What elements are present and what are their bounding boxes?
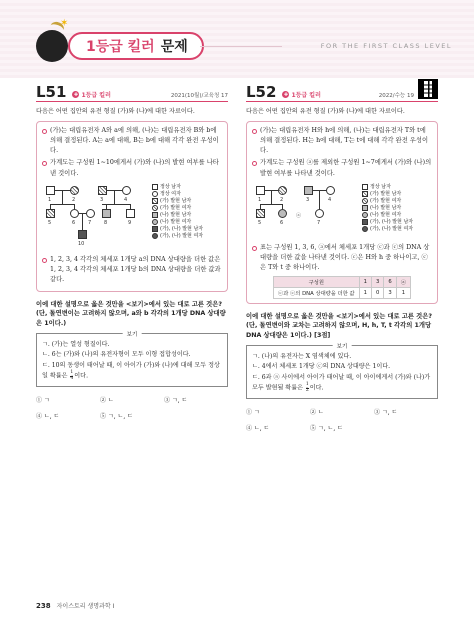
question-number: L52 <box>246 83 277 101</box>
fraction-num: 1 <box>305 382 309 388</box>
legend-label: (나) 발현 남자 <box>160 211 192 218</box>
bullet-item <box>252 243 432 273</box>
choice-4[interactable]: ④ ㄴ, ㄷ <box>36 413 60 421</box>
pedigree-male <box>304 186 313 195</box>
pedigree-line <box>130 204 131 209</box>
fraction <box>306 383 309 393</box>
legend-label: (가), (나) 발현 여자 <box>370 225 414 232</box>
bullet-text: 1, 2, 3, 4 각각의 체세포 1개당 a의 DNA 상대량을 더한 값은 1, 2, 3, 4 각각의 체세포 1개당 b의 DNA 상대량을 더한 값과 같다. <box>50 255 221 283</box>
page-footer <box>36 601 114 610</box>
pedigree-label: 5 <box>48 219 52 226</box>
bogi-item: ㄴ. 4에서 체세포 1개당 ⓒ의 DNA 상대량은 1이다. <box>252 363 391 371</box>
table-cell: 1 <box>396 287 410 298</box>
pedigree-chart <box>42 182 222 252</box>
legend-label: (가) 발현 여자 <box>370 197 402 204</box>
pedigree-line <box>106 204 107 209</box>
legend-label: 정상 여자 <box>160 190 181 197</box>
difficulty-badge <box>282 90 320 99</box>
bullet-item <box>42 158 222 178</box>
table-cell: ⓒ과 ⓒ의 DNA 상대량을 더한 값 <box>273 287 359 298</box>
pedigree-line <box>114 191 115 204</box>
pedigree-line <box>50 204 74 205</box>
pedigree-line <box>271 191 272 204</box>
bullet-icon <box>252 129 257 134</box>
pedigree-male <box>78 230 87 239</box>
question-header <box>36 83 228 102</box>
legend-label: 정상 남자 <box>370 183 391 190</box>
choice-2[interactable]: ② ㄴ <box>100 397 114 405</box>
bullet-text: (가)는 대립유전자 H와 h에 의해, (나)는 대립유전자 T와 t에 의해 결정된다. H는 h에 대해, T는 t에 대해 각각 완전 우성이다. <box>260 127 429 155</box>
pedigree-line <box>62 191 63 204</box>
pedigree-legend <box>362 184 413 233</box>
pedigree-label: 1 <box>48 196 52 203</box>
bogi-item: ㄱ. (가)는 열성 형질이다. <box>42 341 110 349</box>
pedigree-female <box>278 209 287 218</box>
legend-label: (가) 발현 남자 <box>160 197 192 204</box>
choice-3[interactable]: ③ ㄱ, ㄷ <box>164 397 188 405</box>
pedigree-label: 2 <box>280 196 284 203</box>
bullet-item <box>252 126 432 156</box>
legend-label: (가), (나) 발현 여자 <box>160 232 204 239</box>
pedigree-label: 9 <box>128 219 132 226</box>
page-number: 238 <box>36 601 51 610</box>
bullet-item <box>252 158 432 178</box>
bogi-item-tail: 이다. <box>309 384 324 392</box>
question-prompt: 이에 대한 설명으로 옳은 것만을 <보기>에서 있는 대로 고른 것은? (단, 돌연변이는 고려하지 않으며, a와 b 각각의 1개당 DNA 상대량은 1이다.) <box>36 300 226 327</box>
section-title-highlight: 1등급 킬러 <box>86 39 155 55</box>
data-box <box>246 121 438 304</box>
pedigree-label: 6 <box>72 219 76 226</box>
dna-table <box>273 276 411 299</box>
question-source: 2021(10월)/교육청 17 <box>170 93 228 99</box>
killer-icon: ✚ <box>283 91 289 98</box>
question-stem: 다음은 어떤 집안의 유전 형질 (가)와 (나)에 대한 자료이다. <box>246 108 405 115</box>
bogi-box <box>246 345 438 399</box>
pedigree-line <box>319 191 320 204</box>
pedigree-male <box>46 209 55 218</box>
choice-5[interactable]: ⑤ ㄱ, ㄴ, ㄷ <box>310 425 343 433</box>
question-number: L51 <box>36 83 67 101</box>
bullet-text: 표는 구성원 1, 3, 6, ⓐ에서 체세포 1개당 ⓒ과 ⓒ의 DNA 상대량을 더한 값을 나타낸 것이다. ⓒ은 H와 h 중 하나이고, ⓒ은 T와 t 중 하나이다. <box>260 243 430 271</box>
header-subtitle: FOR THE FIRST CLASS LEVEL <box>320 42 452 50</box>
question-prompt: 이에 대한 설명으로 옳은 것만을 <보기>에서 있는 대로 고른 것은? (단, 돌연변이와 교차는 고려하지 않으며, H, h, T, t 각각의 1개당 DNA 상대량은 1이다.) [3점] <box>246 312 433 339</box>
choice-4[interactable]: ④ ㄴ, ㄷ <box>246 425 270 433</box>
pedigree-male <box>102 209 111 218</box>
choice-1[interactable]: ① ㄱ <box>246 409 260 417</box>
legend-label: (나) 발현 남자 <box>370 204 402 211</box>
question-l52 <box>246 83 438 433</box>
bogi-title: 보기 <box>123 330 142 338</box>
choice-2[interactable]: ② ㄴ <box>310 409 324 417</box>
legend-label: (가), (나) 발현 남자 <box>160 225 204 232</box>
killer-icon: ✚ <box>73 91 79 98</box>
legend-label: (가) 발현 남자 <box>370 190 402 197</box>
answer-choices <box>246 407 438 432</box>
pedigree-female <box>70 209 79 218</box>
pedigree-male <box>256 209 265 218</box>
pedigree-line <box>319 204 320 209</box>
pedigree-female <box>278 186 287 195</box>
qr-code-icon[interactable] <box>418 79 438 99</box>
legend-label: (가), (나) 발현 남자 <box>370 218 414 225</box>
pedigree-line <box>82 213 83 230</box>
pedigree-legend <box>152 184 203 240</box>
choice-5[interactable]: ⑤ ㄱ, ㄴ, ㄷ <box>100 413 133 421</box>
pedigree-male <box>126 209 135 218</box>
question-source: 2022/수능 19 <box>378 93 414 99</box>
question-header <box>246 83 438 102</box>
section-title-text: 문제 <box>160 39 188 55</box>
question-l51 <box>36 83 228 421</box>
pedigree-label: 6 <box>280 219 284 226</box>
bogi-title: 보기 <box>333 342 352 350</box>
choice-1[interactable]: ① ㄱ <box>36 397 50 405</box>
pedigree-line <box>260 204 282 205</box>
bullet-icon <box>252 161 257 166</box>
table-header-cell: 1 <box>359 276 371 287</box>
table-header-cell: 6 <box>384 276 396 287</box>
bogi-item <box>42 361 222 382</box>
fraction-den: 2 <box>305 387 309 393</box>
fraction <box>70 371 73 381</box>
pedigree-label: 2 <box>72 196 76 203</box>
section-title <box>68 32 204 60</box>
bullet-icon <box>252 246 257 251</box>
header-divider <box>200 46 282 47</box>
pedigree-line <box>260 204 261 209</box>
bogi-item-text: ㄷ. 6과 ⓐ 사이에서 아이가 태어날 때, 이 아이에게서 (가)와 (나)가 모두 발현될 확률은 <box>252 373 431 392</box>
spark-icon: ✶ <box>60 18 69 29</box>
fraction-den: 4 <box>70 375 74 381</box>
bogi-item-text: ㄷ. 10의 동생이 태어날 때, 이 아이가 (가)와 (나)에 대해 모두 정상일 확률은 <box>42 361 220 380</box>
answer-choices <box>36 395 228 420</box>
pedigree-line <box>50 204 51 209</box>
pedigree-chart <box>252 182 432 240</box>
bomb-icon <box>36 30 68 62</box>
legend-label: 정상 남자 <box>160 183 181 190</box>
page-header <box>0 0 474 78</box>
legend-label: (가) 발현 여자 <box>160 204 192 211</box>
data-box <box>36 121 228 292</box>
pedigree-member-a: ⓐ <box>296 212 302 219</box>
table-cell: 0 <box>372 287 384 298</box>
table-cell: 3 <box>384 287 396 298</box>
bullet-text: (가)는 대립유전자 A와 a에 의해, (나)는 대립유전자 B와 b에 의해 결정된다. A는 a에 대해, B는 b에 대해 각각 완전 우성이다. <box>50 127 219 155</box>
question-stem: 다음은 어떤 집안의 유전 형질 (가)와 (나)에 대한 자료이다. <box>36 108 195 115</box>
pedigree-female <box>315 209 324 218</box>
table-cell: 1 <box>359 287 371 298</box>
pedigree-label: 4 <box>328 196 332 203</box>
bullet-icon <box>42 129 47 134</box>
table-header-cell: 3 <box>372 276 384 287</box>
bullet-text: 가계도는 구성원 1~10에게서 (가)와 (나)의 발현 여부를 나타낸 것이다. <box>50 159 219 177</box>
pedigree-male <box>98 186 107 195</box>
pedigree-line <box>74 204 75 209</box>
pedigree-female <box>70 186 79 195</box>
legend-label: (나) 발현 여자 <box>370 211 402 218</box>
table-header-cell: 구성원 <box>273 276 359 287</box>
bullet-text: 가계도는 구성원 ⓐ를 제외한 구성원 1~7에게서 (가)와 (나)의 발현 여부를 나타낸 것이다. <box>260 159 432 177</box>
badge-label: 1등급 킬러 <box>291 92 321 99</box>
pedigree-label: 4 <box>124 196 128 203</box>
table-header-cell: ⓐ <box>396 276 410 287</box>
bullet-item <box>42 126 222 156</box>
pedigree-label: 7 <box>317 219 321 226</box>
pedigree-label: 1 <box>258 196 262 203</box>
pedigree-label: 3 <box>306 196 310 203</box>
legend-label: (나) 발현 여자 <box>160 218 192 225</box>
pedigree-label: 7 <box>88 219 92 226</box>
bogi-box <box>36 333 228 387</box>
choice-3[interactable]: ③ ㄱ, ㄷ <box>374 409 398 417</box>
pedigree-male <box>46 186 55 195</box>
pedigree-female <box>326 186 335 195</box>
pedigree-female <box>122 186 131 195</box>
pedigree-female <box>86 209 95 218</box>
difficulty-badge <box>72 90 110 99</box>
bogi-item: ㄱ. (나)의 유전자는 X 염색체에 있다. <box>252 353 352 361</box>
fraction-num: 1 <box>70 370 74 376</box>
pedigree-label: 8 <box>104 219 108 226</box>
bullet-item <box>42 255 222 285</box>
pedigree-label: 5 <box>258 219 262 226</box>
bogi-item: ㄴ. 6는 (가)와 (나)의 유전자형이 모두 이형 접합성이다. <box>42 351 191 359</box>
pedigree-label: 10 <box>78 240 85 247</box>
pedigree-line <box>282 204 283 209</box>
bogi-item <box>252 373 432 394</box>
bullet-icon <box>42 161 47 166</box>
pedigree-male <box>256 186 265 195</box>
badge-label: 1등급 킬러 <box>81 92 111 99</box>
pedigree-label: 3 <box>100 196 104 203</box>
bogi-item-tail: 이다. <box>74 372 89 380</box>
book-title: 자이스토리 생명과학 Ⅰ <box>56 603 115 610</box>
bullet-icon <box>42 258 47 263</box>
